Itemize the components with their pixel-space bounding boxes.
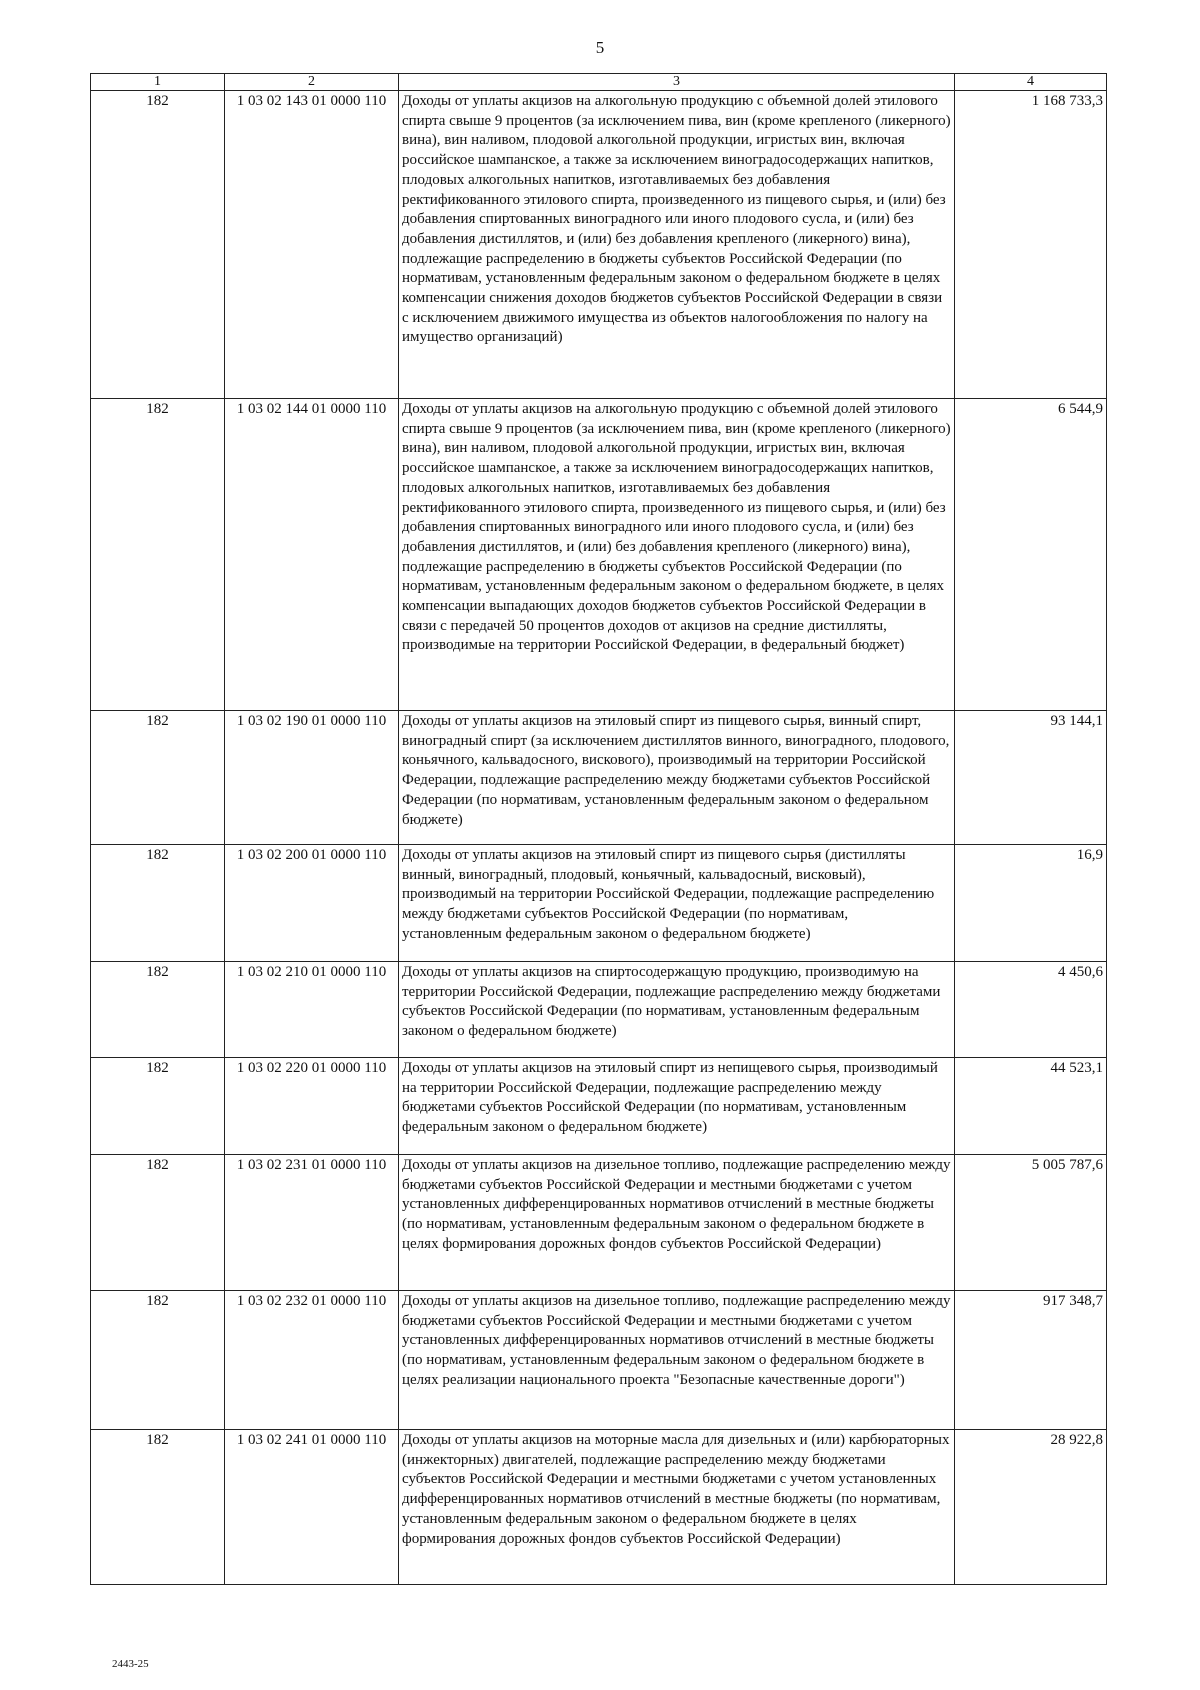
table-row — [91, 962, 1107, 1058]
description-cell: Доходы от уплаты акцизов на дизельное топливо, подлежащие распределению между бюджетами субъектов Российской Федерации и местными бюджетами с учетом установленных дифференцированных нормативов отчислений в местные бюджеты (по нормативам, установленным федеральным законом о федеральном бюджете в целях реализации национального проекта "Безопасные качественные дороги") — [399, 1291, 955, 1430]
budget-code-cell: 1 03 02 231 01 0000 110 — [225, 1155, 399, 1291]
budget-code-cell: 1 03 02 144 01 0000 110 — [225, 399, 399, 711]
admin-code-cell: 182 — [91, 1155, 225, 1291]
description-cell: Доходы от уплаты акцизов на этиловый спирт из непищевого сырья, производимый на территории Российской Федерации, подлежащие распределению между бюджетами субъектов Российской Федерации (по нормативам, установленным федеральным законом о федеральном бюджете) — [399, 1058, 955, 1155]
description-cell: Доходы от уплаты акцизов на алкогольную продукцию с объемной долей этилового спирта свыше 9 процентов (за исключением пива, вин (кроме крепленого (ликерного) вина), вин наливом, плодовой алкогольной продукции, игристых вин, включая российское шампанское, а также за исключением виноградосодержащих напитков, плодовых алкогольных напитков, изготавливаемых без добавления ректификованного этилового спирта, произведенного из пищевого сырья, и (или) без добавления спиртованных виноградного или иного плодового сусла, и (или) без добавления дистиллятов, и (или) без добавления крепленого (ликерного) вина), подлежащие распределению в бюджеты субъектов Российской Федерации (по нормативам, установленным федеральным законом о федеральном бюджете в целях компенсации снижения доходов бюджетов субъектов Российской Федерации в связи с исключением движимого имущества из объектов налогообложения по налогу на имущество организаций) — [399, 91, 955, 399]
column-header-2: 2 — [225, 74, 399, 91]
description-cell: Доходы от уплаты акцизов на моторные масла для дизельных и (или) карбюраторных (инжекторных) двигателей, подлежащие распределению между бюджетами субъектов Российской Федерации и местными бюджетами с учетом установленных дифференцированных нормативов отчислений в местные бюджеты (по нормативам, установленным федеральным законом о федеральном бюджете в целях формирования дорожных фондов субъектов Российской Федерации) — [399, 1430, 955, 1585]
column-header-4: 4 — [955, 74, 1107, 91]
amount-cell: 16,9 — [955, 845, 1107, 962]
description-cell: Доходы от уплаты акцизов на этиловый спирт из пищевого сырья, винный спирт, виноградный спирт (за исключением дистиллятов винного, виноградного, плодового, коньячного, кальвадосного, вискового), производимый на территории Российской Федерации, подлежащие распределению между бюджетами субъектов Российской Федерации (по нормативам, установленным федеральным законом о федеральном бюджете) — [399, 711, 955, 845]
table-row — [91, 1430, 1107, 1585]
admin-code-cell: 182 — [91, 962, 225, 1058]
admin-code-cell: 182 — [91, 91, 225, 399]
amount-cell: 5 005 787,6 — [955, 1155, 1107, 1291]
document-code: 2443-25 — [112, 1658, 149, 1670]
description-cell: Доходы от уплаты акцизов на этиловый спирт из пищевого сырья (дистилляты винный, виноградный, плодовый, коньячный, кальвадосный, висковый), производимый на территории Российской Федерации, подлежащие распределению между бюджетами субъектов Российской Федерации (по нормативам, установленным федеральным законом о федеральном бюджете) — [399, 845, 955, 962]
description-cell: Доходы от уплаты акцизов на дизельное топливо, подлежащие распределению между бюджетами субъектов Российской Федерации и местными бюджетами с учетом установленных дифференцированных нормативов отчислений в местные бюджеты (по нормативам, установленным федеральным законом о федеральном бюджете в целях формирования дорожных фондов субъектов Российской Федерации) — [399, 1155, 955, 1291]
budget-code-cell: 1 03 02 143 01 0000 110 — [225, 91, 399, 399]
amount-cell: 44 523,1 — [955, 1058, 1107, 1155]
amount-cell: 1 168 733,3 — [955, 91, 1107, 399]
revenue-table — [90, 73, 1107, 1585]
admin-code-cell: 182 — [91, 711, 225, 845]
budget-code-cell: 1 03 02 220 01 0000 110 — [225, 1058, 399, 1155]
amount-cell: 4 450,6 — [955, 962, 1107, 1058]
admin-code-cell: 182 — [91, 399, 225, 711]
amount-cell: 28 922,8 — [955, 1430, 1107, 1585]
budget-code-cell: 1 03 02 241 01 0000 110 — [225, 1430, 399, 1585]
admin-code-cell: 182 — [91, 1058, 225, 1155]
table-row — [91, 1155, 1107, 1291]
admin-code-cell: 182 — [91, 1430, 225, 1585]
column-header-1: 1 — [91, 74, 225, 91]
budget-code-cell: 1 03 02 190 01 0000 110 — [225, 711, 399, 845]
column-header-3: 3 — [399, 74, 955, 91]
description-cell: Доходы от уплаты акцизов на алкогольную продукцию с объемной долей этилового спирта свыше 9 процентов (за исключением пива, вин (кроме крепленого (ликерного) вина), вин наливом, плодовой алкогольной продукции, игристых вин, включая российское шампанское, а также за исключением виноградосодержащих напитков, плодовых алкогольных напитков, изготавливаемых без добавления ректификованного этилового спирта, произведенного из пищевого сырья, и (или) без добавления спиртованных виноградного или иного плодового сусла, и (или) без добавления дистиллятов, и (или) без добавления крепленого (ликерного) вина), подлежащие распределению в бюджеты субъектов Российской Федерации (по нормативам, установленным федеральным законом о федеральном бюджете, в целях компенсации выпадающих доходов бюджетов субъектов Российской Федерации в связи с передачей 50 процентов доходов от акцизов на средние дистилляты, производимые на территории Российской Федерации, в федеральный бюджет) — [399, 399, 955, 711]
table-row — [91, 91, 1107, 399]
admin-code-cell: 182 — [91, 845, 225, 962]
description-cell: Доходы от уплаты акцизов на спиртосодержащую продукцию, производимую на территории Российской Федерации, подлежащие распределению между бюджетами субъектов Российской Федерации (по нормативам, установленным федеральным законом о федеральном бюджете) — [399, 962, 955, 1058]
page-number: 5 — [595, 38, 605, 57]
budget-code-cell: 1 03 02 210 01 0000 110 — [225, 962, 399, 1058]
table-row — [91, 845, 1107, 962]
table-row — [91, 711, 1107, 845]
amount-cell: 93 144,1 — [955, 711, 1107, 845]
table-row — [91, 399, 1107, 711]
column-number-row — [91, 74, 1107, 91]
amount-cell: 917 348,7 — [955, 1291, 1107, 1430]
budget-code-cell: 1 03 02 232 01 0000 110 — [225, 1291, 399, 1430]
table-row — [91, 1058, 1107, 1155]
amount-cell: 6 544,9 — [955, 399, 1107, 711]
budget-code-cell: 1 03 02 200 01 0000 110 — [225, 845, 399, 962]
admin-code-cell: 182 — [91, 1291, 225, 1430]
table-row — [91, 1291, 1107, 1430]
